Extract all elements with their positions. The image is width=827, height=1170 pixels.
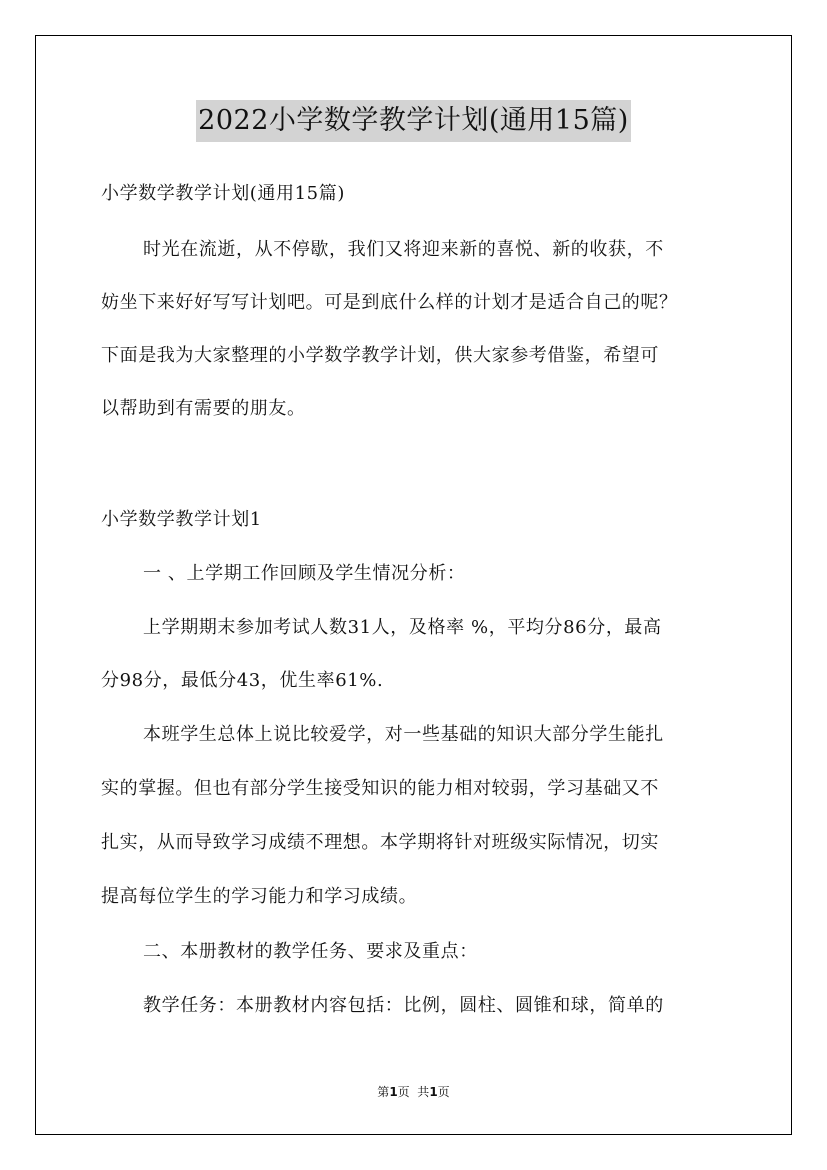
subtitle-line: 小学数学教学计划(通用15篇) (101, 183, 345, 204)
section-heading: 小学数学教学计划1 (101, 509, 262, 530)
document-title: 2022小学数学教学计划(通用15篇) (196, 100, 631, 142)
paragraph-line: 妨坐下来好好写写计划吧。可是到底什么样的计划才是适合自己的呢？ (101, 292, 678, 313)
footer-prefix: 第 (377, 1085, 390, 1099)
paragraph-line: 以帮助到有需要的朋友。 (101, 398, 306, 419)
page-footer (0, 1083, 827, 1100)
paragraph-line: 分98分，最低分43，优生率61%. (101, 670, 384, 691)
footer-current-page: 1 (389, 1085, 398, 1099)
paragraph-line: 实的掌握。但也有部分学生接受知识的能力相对较弱，学习基础又不 (101, 778, 659, 799)
subsection-heading: 二、本册教材的教学任务、要求及重点： (143, 941, 478, 962)
title-container (0, 100, 827, 142)
paragraph-line: 提高每位学生的学习能力和学习成绩。 (101, 886, 418, 907)
paragraph-line: 下面是我为大家整理的小学数学教学计划，供大家参考借鉴，希望可 (101, 345, 659, 366)
paragraph-line: 本班学生总体上说比较爱学，对一些基础的知识大部分学生能扎 (143, 724, 664, 745)
paragraph-line: 扎实，从而导致学习成绩不理想。本学期将针对班级实际情况，切实 (101, 832, 659, 853)
paragraph-line: 时光在流逝，从不停歇，我们又将迎来新的喜悦、新的收获，不 (143, 239, 664, 260)
footer-total-pages: 1 (429, 1085, 438, 1099)
footer-suffix: 页 (437, 1085, 450, 1099)
paragraph-line: 上学期期末参加考试人数31人，及格率 %，平均分86分，最高 (143, 617, 662, 638)
footer-middle: 页 共 (397, 1085, 430, 1099)
subsection-heading: 一 、上学期工作回顾及学生情况分析： (143, 563, 466, 584)
paragraph-line: 教学任务：本册教材内容包括：比例，圆柱、圆锥和球，简单的 (143, 995, 664, 1016)
